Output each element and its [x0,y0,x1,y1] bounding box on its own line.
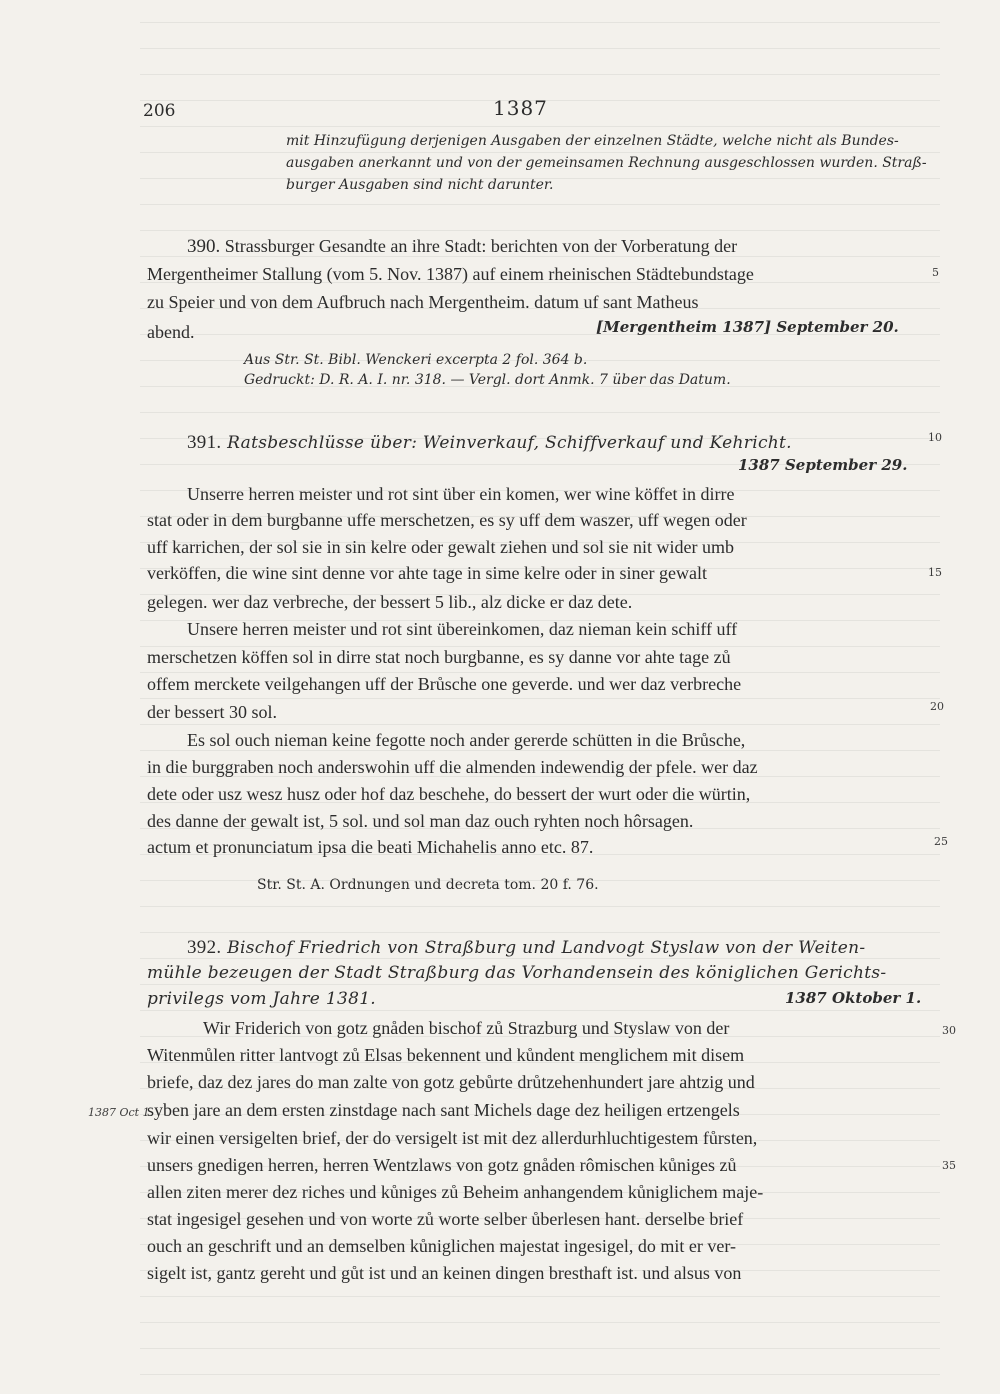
line-number: 30 [942,1024,956,1037]
entry-number: 392. [187,937,222,958]
entry-text-line: merschetzen köffen sol in dirre stat noch burgbanne, es sy danne vor ahte tage zů [147,647,731,667]
entry-text-line: Mergentheimer Stallung (vom 5. Nov. 1387) auf einem rheinischen Städtebundstage [147,264,754,284]
entry-text-line: sigelt ist, gantz gereht und gůt ist und an keinen dingen bresthaft ist. und alsus von [147,1263,742,1283]
line-number: 35 [942,1159,956,1172]
intro-line: ausgaben anerkannt und von der gemeinsamen Rechnung ausgeschlossen wurden. Straß- [286,155,927,171]
margin-date-note: 1387 Oct 1. [88,1106,154,1119]
entry-date: [Mergentheim 1387] September 20. [596,318,899,336]
entry-text-line: stat ingesigel gesehen und von worte zů worte selber ůberlesen hant. derselbe brief [147,1209,744,1229]
entry-text-line: offem merckete veilgehangen uff der Brůsche one geverde. und wer daz verbreche [147,674,742,694]
entry-text-line: des danne der gewalt ist, 5 sol. und sol man daz ouch ryhten noch hôrsagen. [147,811,694,831]
entry-title-line: mühle bezeugen der Stadt Straßburg das Vorhandensein des königlichen Gerichts- [147,963,887,983]
entry-text-line: Witenmůlen ritter lantvogt zů Elsas bekennent und kůndent menglichem mit disem [147,1045,745,1065]
entry-date: 1387 September 29. [738,456,908,474]
source-line: Str. St. A. Ordnungen und decreta tom. 20 f. 76. [257,877,599,893]
page-number: 206 [143,101,176,121]
entry-title-line: Bischof Friedrich von Straßburg und Landvogt Styslaw von der Weiten- [227,938,866,958]
entry-text-line: briefe, daz dez jares do man zalte von gotz gebůrte drůtzehenhundert jare ahtzig und [147,1072,755,1092]
source-line: Aus Str. St. Bibl. Wenckeri excerpta 2 fol. 364 b. [244,352,588,368]
entry-text-line: ouch an geschrift und an demselben kůniglichen majestat ingesigel, do mit er ver- [147,1236,736,1256]
entry-title-line: privilegs vom Jahre 1381. [147,989,377,1009]
intro-line: mit Hinzufügung derjenigen Ausgaben der einzelnen Städte, welche nicht als Bundes- [286,133,899,149]
entry-text-line: wir einen versigelten brief, der do versigelt ist mit dez allerdurhluchtigestem fůrsten, [147,1128,758,1148]
line-number: 20 [930,700,944,713]
source-line: Gedruckt: D. R. A. I. nr. 318. — Vergl. dort Anmk. 7 über das Datum. [244,372,731,388]
entry-title: Ratsbeschlüsse über: Weinverkauf, Schiffverkauf und Kehricht. [227,433,792,453]
entry-date: 1387 Oktober 1. [785,989,922,1007]
entry-text-line: in die burggraben noch anderswohin uff die almenden indewendig der pfele. wer daz [147,757,758,777]
entry-text-line: Unsere herren meister und rot sint übereinkomen, daz nieman kein schiff uff [187,619,738,639]
entry-number: 391. [187,432,222,453]
entry-text-line: abend. [147,322,195,342]
entry-text-line: syben jare an dem ersten zinstdage nach sant Michels dage dez heiligen ertzengels [147,1100,740,1120]
entry-text-line: Es sol ouch nieman keine fegotte noch ander gererde schütten in die Brůsche, [187,730,746,750]
entry-text-line: Unserre herren meister und rot sint über ein komen, wer wine köffet in dirre [187,484,735,504]
line-number: 5 [932,266,939,279]
entry-text-line: Wir Friderich von gotz gnåden bischof zů Strazburg und Styslaw von der [203,1018,730,1038]
entry-text-line: actum et pronunciatum ipsa die beati Michahelis anno etc. 87. [147,837,594,857]
entry-text-line: zu Speier und von dem Aufbruch nach Mergentheim. datum uf sant Matheus [147,292,699,312]
entry-text-line: Strassburger Gesandte an ihre Stadt: berichten von der Vorberatung der [224,236,738,256]
intro-line: burger Ausgaben sind nicht darunter. [286,177,554,193]
entry-text-line: unsers gnedigen herren, herren Wentzlaws von gotz gnåden rômischen kůniges zů [147,1155,737,1175]
entry-text-line: uff karrichen, der sol sie in sin kelre oder gewalt ziehen und sol sie nit wider umb [147,537,735,557]
entry-text-line: verköffen, die wine sint denne vor ahte tage in sime kelre oder in siner gewalt [147,563,707,583]
line-number: 10 [928,431,942,444]
entry-text-line: allen ziten merer dez riches und kůniges zů Beheim anhangendem kůniglichem maje- [147,1182,764,1202]
entry-text-line: stat oder in dem burgbanne uffe merschetzen, es sy uff dem waszer, uff wegen oder [147,510,747,530]
entry-number: 390. [187,236,221,257]
running-head-year: 1387 [493,96,548,120]
entry-text-line: der bessert 30 sol. [147,702,277,722]
entry-text-line: dete oder usz wesz husz oder hof daz beschehe, do bessert der wurt oder die würtin, [147,784,751,804]
line-number: 25 [934,835,948,848]
line-number: 15 [928,566,942,579]
entry-text-line: gelegen. wer daz verbreche, der bessert 5 lib., alz dicke er daz dete. [147,592,633,612]
